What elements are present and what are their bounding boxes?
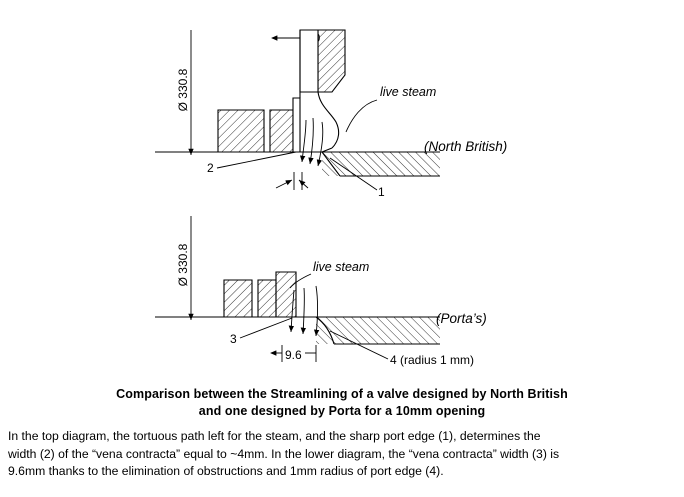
- top-live-steam-label: live steam: [380, 85, 437, 99]
- bottom-gap-dimension: [271, 345, 316, 362]
- bottom-diameter-dimension: [176, 216, 191, 320]
- description-line-1: In the top diagram, the tortuous path left for the steam, and the sharp port edge (1), determines the: [8, 429, 541, 443]
- top-callout-2: [207, 152, 296, 175]
- figure-description: [8, 428, 676, 481]
- top-seat-body: [218, 98, 300, 152]
- description-line-2: width (2) of the “vena contracta” equal to ~4mm. In the lower diagram, the “vena contracta” width (3) is: [8, 446, 560, 461]
- top-callout-2-label: 2: [207, 161, 214, 175]
- bottom-live-steam-label: live steam: [313, 260, 370, 274]
- bottom-diameter-label: Ø 330.8: [176, 243, 190, 287]
- top-live-steam-annotation: [346, 85, 436, 132]
- bottom-callout-3-label: 3: [230, 332, 237, 346]
- top-port-land: [155, 152, 440, 176]
- top-valve-head: [300, 30, 345, 92]
- bottom-callout-4-label: 4 (radius 1 mm): [390, 353, 475, 367]
- description-line-3: 9.6mm thanks to the elimination of obstructions and 1mm radius of port edge (4).: [8, 464, 444, 478]
- top-diagram-group: [155, 30, 507, 199]
- figure-caption: [0, 386, 684, 420]
- bottom-gap-label: 9.6: [285, 348, 302, 362]
- top-diameter-label: Ø 330.8: [176, 68, 190, 112]
- bottom-port-land: [155, 317, 440, 344]
- top-vena-contracta-width: [276, 172, 308, 190]
- caption-line-2: and one designed by Porta for a 10mm opening: [198, 404, 486, 418]
- bottom-live-steam-annotation: [290, 260, 369, 288]
- bottom-diagram-group: [155, 216, 487, 367]
- caption-line-1: Comparison between the Streamlining of a valve designed by North British: [116, 387, 568, 401]
- bottom-seat-body: [224, 272, 296, 317]
- top-steam-flow-arrows: [302, 118, 323, 166]
- bottom-callout-3: [230, 318, 292, 346]
- top-callout-1-label: 1: [378, 185, 385, 199]
- top-diagram-name: (North British): [424, 139, 508, 154]
- bottom-diagram-name: (Porta’s): [436, 311, 487, 326]
- top-diameter-dimension: [176, 30, 191, 155]
